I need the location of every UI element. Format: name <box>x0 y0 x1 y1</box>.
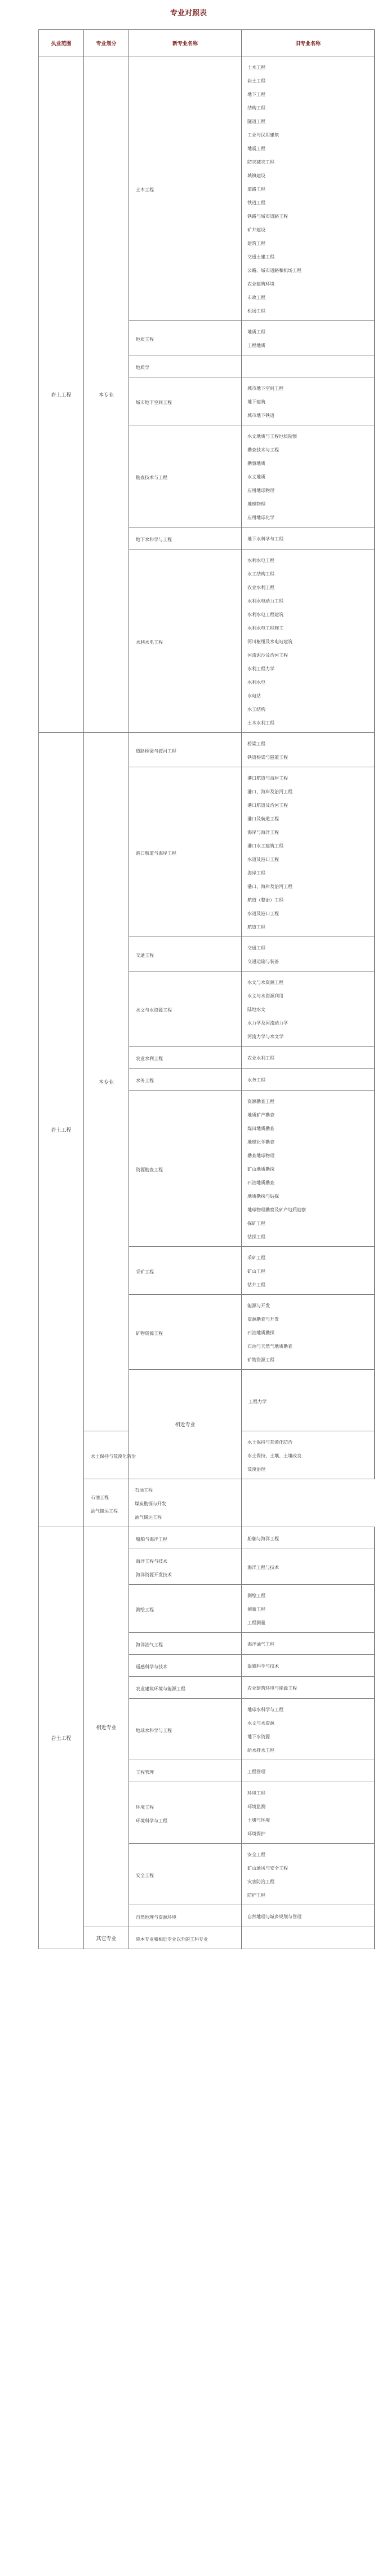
old-major-cell <box>242 1549 375 1585</box>
old-major-cell <box>242 56 375 321</box>
old-major-name: 地球水科学与工程 <box>247 1707 283 1712</box>
old-major-name: 钻井工程 <box>247 1282 265 1287</box>
new-major-cell <box>129 1677 242 1699</box>
old-major-cell <box>242 1295 375 1370</box>
old-major-name: 航道工程 <box>247 925 265 930</box>
scope-cell: 岩土工程 <box>39 733 84 1527</box>
old-major-cell <box>242 377 375 425</box>
new-major-name: 资源勘查工程 <box>136 1167 163 1172</box>
old-major-name: 煤田地质勘查 <box>247 1126 274 1131</box>
old-major-cell <box>242 550 375 733</box>
new-major-name: 地质学 <box>136 365 149 370</box>
old-major-name: 地质工程 <box>247 329 265 335</box>
old-major-name: 地球化学勘查 <box>247 1140 274 1145</box>
old-major-name: 陆地水文 <box>247 1007 265 1012</box>
old-major-name: 矿井建设 <box>247 227 265 232</box>
new-major-name: 地下水科学与工程 <box>136 537 172 542</box>
old-major-name: 资源勘查工程 <box>247 1099 274 1104</box>
old-major-name: 工程管理 <box>247 1769 265 1774</box>
new-major-cell <box>129 1782 242 1844</box>
old-major-name: 灾害防治工程 <box>247 1879 274 1884</box>
page-title: 专业对照表 <box>170 8 207 17</box>
old-major-name: 勘查技术与工程 <box>247 447 279 452</box>
old-major-cell <box>242 1699 375 1760</box>
new-major-cell <box>129 1247 242 1295</box>
old-major-name: 探矿工程 <box>247 1221 265 1226</box>
old-major-name: 水工结构 <box>247 707 265 712</box>
table-row <box>39 1479 375 1527</box>
new-major-cell <box>129 733 242 767</box>
old-major-name: 水利水电工程施工 <box>247 626 283 631</box>
new-major-name: 地球水科学与工程 <box>136 1728 172 1733</box>
new-major-name: 石油工程 <box>91 1495 109 1500</box>
old-major-name: 石油地质勘查 <box>247 1180 274 1185</box>
old-major-name: 水利水电动力工程 <box>247 599 283 604</box>
old-major-name: 荒漠治理 <box>247 1467 265 1472</box>
new-major-name: 自然地理与资源环境 <box>136 1915 176 1920</box>
old-major-cell <box>242 1527 375 1549</box>
old-major-name: 矿山工程 <box>247 1269 265 1274</box>
new-major-name: 采矿工程 <box>136 1269 154 1274</box>
old-major-cell <box>242 527 375 550</box>
old-major-name: 采矿工程 <box>247 1255 265 1260</box>
old-major-name: 铁道桥梁与隧道工程 <box>247 755 288 760</box>
old-major-name: 勘察地质 <box>247 461 265 466</box>
old-major-name: 水力学及河流动力学 <box>247 1021 288 1026</box>
new-major-name: 矿物资源工程 <box>136 1331 163 1336</box>
major-comparison-table <box>38 29 375 1949</box>
old-major-name: 水利工程力学 <box>247 666 274 671</box>
old-major-name: 水利水电工程建筑 <box>247 612 283 617</box>
new-major-name: 遥感科学与技术 <box>136 1664 167 1669</box>
new-major-name: 农业建筑环境与能源工程 <box>136 1686 185 1691</box>
scope-cell: 岩土工程 <box>39 56 84 733</box>
old-major-name: 水务工程 <box>247 1078 265 1083</box>
table-row <box>39 733 375 767</box>
old-major-name: 海岸工程 <box>247 871 265 876</box>
old-major-cell <box>242 1633 375 1655</box>
old-major-name: 公路、城市道路和机场工程 <box>247 268 301 273</box>
old-major-name: 铁道工程 <box>247 200 265 205</box>
old-major-name: 农业建筑环境 <box>247 282 274 287</box>
header-category: 专业划分 <box>84 30 129 56</box>
old-major-name: 工程地质 <box>247 343 265 348</box>
new-major-name: 土木工程 <box>136 187 154 192</box>
old-major-name: 水土保持、土壤、土壤改良 <box>247 1453 301 1458</box>
new-major-cell <box>129 1760 242 1782</box>
old-major-name: 水文与水资源工程 <box>247 980 283 985</box>
old-major-name: 环境保护 <box>247 1831 265 1836</box>
old-major-name: 环境工程 <box>247 1791 265 1796</box>
new-major-name: 城市地下空间工程 <box>136 400 172 405</box>
old-major-name: 给水排水工程 <box>247 1748 274 1753</box>
old-major-cell <box>242 1069 375 1091</box>
old-major-name: 交通土建工程 <box>247 254 274 260</box>
old-major-name: 工程测量 <box>247 1620 265 1625</box>
new-major-cell <box>129 321 242 355</box>
new-major-name: 地质工程 <box>136 337 154 342</box>
old-major-cell <box>242 321 375 355</box>
new-major-name: 港口航道与海岸工程 <box>136 851 176 856</box>
table-row <box>39 1927 375 1949</box>
old-major-cell <box>242 1782 375 1844</box>
old-major-name: 水电站 <box>247 693 261 698</box>
old-major-cell <box>242 1927 375 1949</box>
new-major-cell <box>129 1844 242 1905</box>
old-major-name: 河川枢纽及水电站建筑 <box>247 639 292 644</box>
new-major-cell <box>129 1295 242 1370</box>
new-major-cell <box>129 425 242 527</box>
category-cell: 本专业 <box>84 733 129 1431</box>
old-major-name: 测绘工程 <box>247 1593 265 1598</box>
new-major-cell <box>129 56 242 321</box>
new-major-name: 海洋油气工程 <box>136 1642 163 1647</box>
old-major-name: 桥梁工程 <box>247 741 265 746</box>
category-cell: 相近专业 <box>84 1527 129 1927</box>
new-major-cell <box>129 355 242 377</box>
old-major-name: 水文与水资源 <box>247 1721 274 1726</box>
new-major-name: 除本专业和相近专业以外的工科专业 <box>136 1937 208 1942</box>
new-major-name: 水土保持与荒漠化防治 <box>91 1454 136 1459</box>
old-major-name: 港口航道及治河工程 <box>247 803 288 808</box>
old-major-cell <box>242 1091 375 1247</box>
header-scope: 执业范围 <box>39 30 84 56</box>
new-major-cell <box>129 1927 242 1949</box>
old-major-cell <box>242 425 375 527</box>
old-major-name: 船舶与海洋工程 <box>247 1536 279 1541</box>
old-major-name: 港口水工建筑工程 <box>247 843 283 849</box>
new-major-cell <box>129 1905 242 1927</box>
old-major-name: 机场工程 <box>247 309 265 314</box>
old-major-name: 隧道工程 <box>247 119 265 124</box>
new-major-name: 环境科学与工程 <box>136 1818 167 1823</box>
scope-cell: 岩土工程 <box>39 1527 84 1949</box>
category-cell: 其它专业 <box>84 1927 129 1949</box>
old-major-name: 交通运输与装备 <box>247 959 279 964</box>
old-major-name: 港口、海岸及治河工程 <box>247 884 292 889</box>
old-major-name: 地质矿产勘查 <box>247 1113 274 1118</box>
old-major-name: 水利水电 <box>247 680 265 685</box>
old-major-name: 水土保持与荒漠化防治 <box>247 1440 292 1445</box>
old-major-name: 城镇建设 <box>247 173 265 178</box>
new-major-name: 交通工程 <box>136 953 154 958</box>
new-major-name: 油气储运工程 <box>91 1509 118 1514</box>
new-major-cell <box>129 1699 242 1760</box>
new-major-cell <box>129 550 242 733</box>
new-major-name: 船舶与海洋工程 <box>136 1537 167 1542</box>
new-major-cell <box>129 1585 242 1633</box>
new-major-cell <box>129 937 242 972</box>
old-major-name: 水道及港口工程 <box>247 911 279 916</box>
old-major-name: 土木工程 <box>247 65 265 70</box>
old-major-name: 矿山地质勘探 <box>247 1167 274 1172</box>
old-major-name: 水文地质与工程地质勘察 <box>247 434 297 439</box>
old-major-name: 海洋工程与技术 <box>247 1565 279 1570</box>
old-major-cell <box>242 767 375 937</box>
empty-line <box>247 1932 369 1946</box>
new-major-name: 农业水利工程 <box>136 1056 163 1061</box>
old-major-name: 地质勘探与钻探 <box>247 1194 279 1199</box>
old-major-name: 港口、海岸及治河工程 <box>247 789 292 794</box>
old-major-name: 航道（整治）工程 <box>247 898 283 903</box>
new-major-cell <box>129 1091 242 1247</box>
old-major-cell <box>242 1655 375 1677</box>
category-cell: 相近专业 <box>129 1370 242 1479</box>
old-major-name: 环境监测 <box>247 1804 265 1809</box>
old-major-name: 城市地下空间工程 <box>247 386 283 391</box>
old-major-cell <box>242 355 375 377</box>
old-major-name: 勘查地球物理 <box>247 1153 274 1158</box>
new-major-cell <box>129 527 242 550</box>
new-major-name: 勘查技术与工程 <box>136 475 167 480</box>
old-major-name: 矿物资源工程 <box>247 1357 274 1362</box>
old-major-name: 钻探工程 <box>247 1234 265 1239</box>
old-major-name: 农业建筑环境与能源工程 <box>247 1686 297 1691</box>
new-major-name: 工程管理 <box>136 1770 154 1775</box>
old-major-name: 水文与水资源利用 <box>247 994 283 999</box>
old-major-name: 自然地理与城乡规划与管理 <box>247 1914 301 1919</box>
old-major-cell <box>242 1047 375 1069</box>
old-major-name: 矿山通风与安全工程 <box>247 1866 288 1871</box>
old-major-cell <box>242 1431 375 1479</box>
old-major-name: 防护工程 <box>247 1893 265 1898</box>
table-row <box>39 1527 375 1549</box>
new-major-name: 测绘工程 <box>136 1607 154 1612</box>
new-major-name: 水文与水资源工程 <box>136 1008 172 1013</box>
new-major-cell <box>129 1069 242 1091</box>
new-major-cell <box>129 1047 242 1069</box>
header-old-major: 旧专业名称 <box>242 30 375 56</box>
old-major-name: 农业水利工程 <box>247 1056 274 1061</box>
old-major-name: 结构工程 <box>247 105 265 111</box>
new-major-name: 安全工程 <box>136 1873 154 1878</box>
old-major-cell <box>242 1247 375 1295</box>
new-major-cell <box>129 377 242 425</box>
old-major-name: 应用地球化学 <box>247 515 274 520</box>
old-major-name: 测量工程 <box>247 1607 265 1612</box>
new-major-cell <box>84 1479 129 1527</box>
new-major-cell <box>129 1527 242 1549</box>
old-major-name: 地球物理 <box>247 502 265 507</box>
old-major-name: 遥感科学与技术 <box>247 1664 279 1669</box>
old-major-cell <box>242 1760 375 1782</box>
old-major-name: 水工结构工程 <box>247 572 274 577</box>
new-major-cell <box>242 1370 375 1431</box>
new-major-cell <box>129 1655 242 1677</box>
new-major-name: 环境工程 <box>136 1805 154 1810</box>
new-major-cell <box>84 1431 136 1479</box>
old-major-cell <box>242 1585 375 1633</box>
old-major-name: 石油地质勘探 <box>247 1330 274 1335</box>
old-major-name: 港口及航道工程 <box>247 816 279 821</box>
new-major-name: 海洋资源开发技术 <box>136 1572 172 1577</box>
old-major-name: 防灾减灾工程 <box>247 160 274 165</box>
new-major-name: 水务工程 <box>136 1078 154 1083</box>
old-major-cell <box>242 1905 375 1927</box>
old-major-name: 港口航道与海岸工程 <box>247 776 288 781</box>
old-major-name: 石油工程 <box>135 1488 153 1493</box>
old-major-name: 油气储运工程 <box>135 1515 162 1520</box>
old-major-name: 建筑工程 <box>247 241 265 246</box>
old-major-name: 能源与开发 <box>247 1303 270 1308</box>
old-major-name: 地下工程 <box>247 92 265 97</box>
table-header-row <box>39 30 375 56</box>
new-major-cell <box>129 1633 242 1655</box>
new-major-name: 海洋工程与技术 <box>136 1559 167 1564</box>
old-major-name: 交通工程 <box>247 946 265 951</box>
old-major-name: 地下水科学与工程 <box>247 537 283 542</box>
new-major-cell <box>129 1549 242 1585</box>
old-major-name: 农业水利工程 <box>247 585 274 590</box>
old-major-name: 岩土工程 <box>247 78 265 83</box>
old-major-name: 海洋油气工程 <box>247 1642 274 1647</box>
old-major-name: 道路工程 <box>247 187 265 192</box>
old-major-name: 工业与民用建筑 <box>247 133 279 138</box>
new-major-name: 道路桥梁与渡河工程 <box>136 749 176 754</box>
new-major-cell <box>129 767 242 937</box>
old-major-cell <box>242 1677 375 1699</box>
old-major-name: 石油与天然气地质勘查 <box>247 1344 292 1349</box>
new-major-cell <box>129 972 242 1047</box>
old-major-name: 地震工程 <box>247 146 265 151</box>
old-major-cell <box>242 972 375 1047</box>
old-major-cell <box>242 1844 375 1905</box>
old-major-cell <box>129 1479 242 1527</box>
header-new-major: 新专业名称 <box>129 30 242 56</box>
old-major-name: 地下建筑 <box>247 399 265 405</box>
old-major-name: 城市地下铁道 <box>247 413 274 418</box>
new-major-name: 工程力学 <box>249 1399 267 1404</box>
old-major-name: 市政工程 <box>247 295 265 300</box>
old-major-name: 地下水资源 <box>247 1734 270 1739</box>
old-major-name: 土壤与环境 <box>247 1818 270 1823</box>
old-major-name: 水利水电工程 <box>247 558 274 563</box>
old-major-name: 土木水利工程 <box>247 720 274 726</box>
old-major-name: 应用地球物理 <box>247 488 274 493</box>
old-major-name: 煤炭勘探与开发 <box>135 1501 166 1506</box>
old-major-cell <box>242 937 375 972</box>
table-row <box>39 56 375 321</box>
old-major-name: 资源勘查与开发 <box>247 1317 279 1322</box>
old-major-name: 安全工程 <box>247 1852 265 1857</box>
old-major-name: 河流泥沙及治河工程 <box>247 653 288 658</box>
old-major-name: 地球物理勘察及矿产地质勘察 <box>247 1207 306 1212</box>
old-major-name: 水道及港口工程 <box>247 857 279 862</box>
old-major-name: 海岸与海洋工程 <box>247 830 279 835</box>
old-major-name: 河流力学与水文学 <box>247 1034 283 1039</box>
old-major-name: 铁路与城市道路工程 <box>247 214 288 219</box>
new-major-name: 水利水电工程 <box>136 640 163 645</box>
category-cell: 本专业 <box>84 56 129 733</box>
old-major-name: 水文地质 <box>247 474 265 480</box>
old-major-cell <box>242 733 375 767</box>
empty-line <box>247 361 369 374</box>
